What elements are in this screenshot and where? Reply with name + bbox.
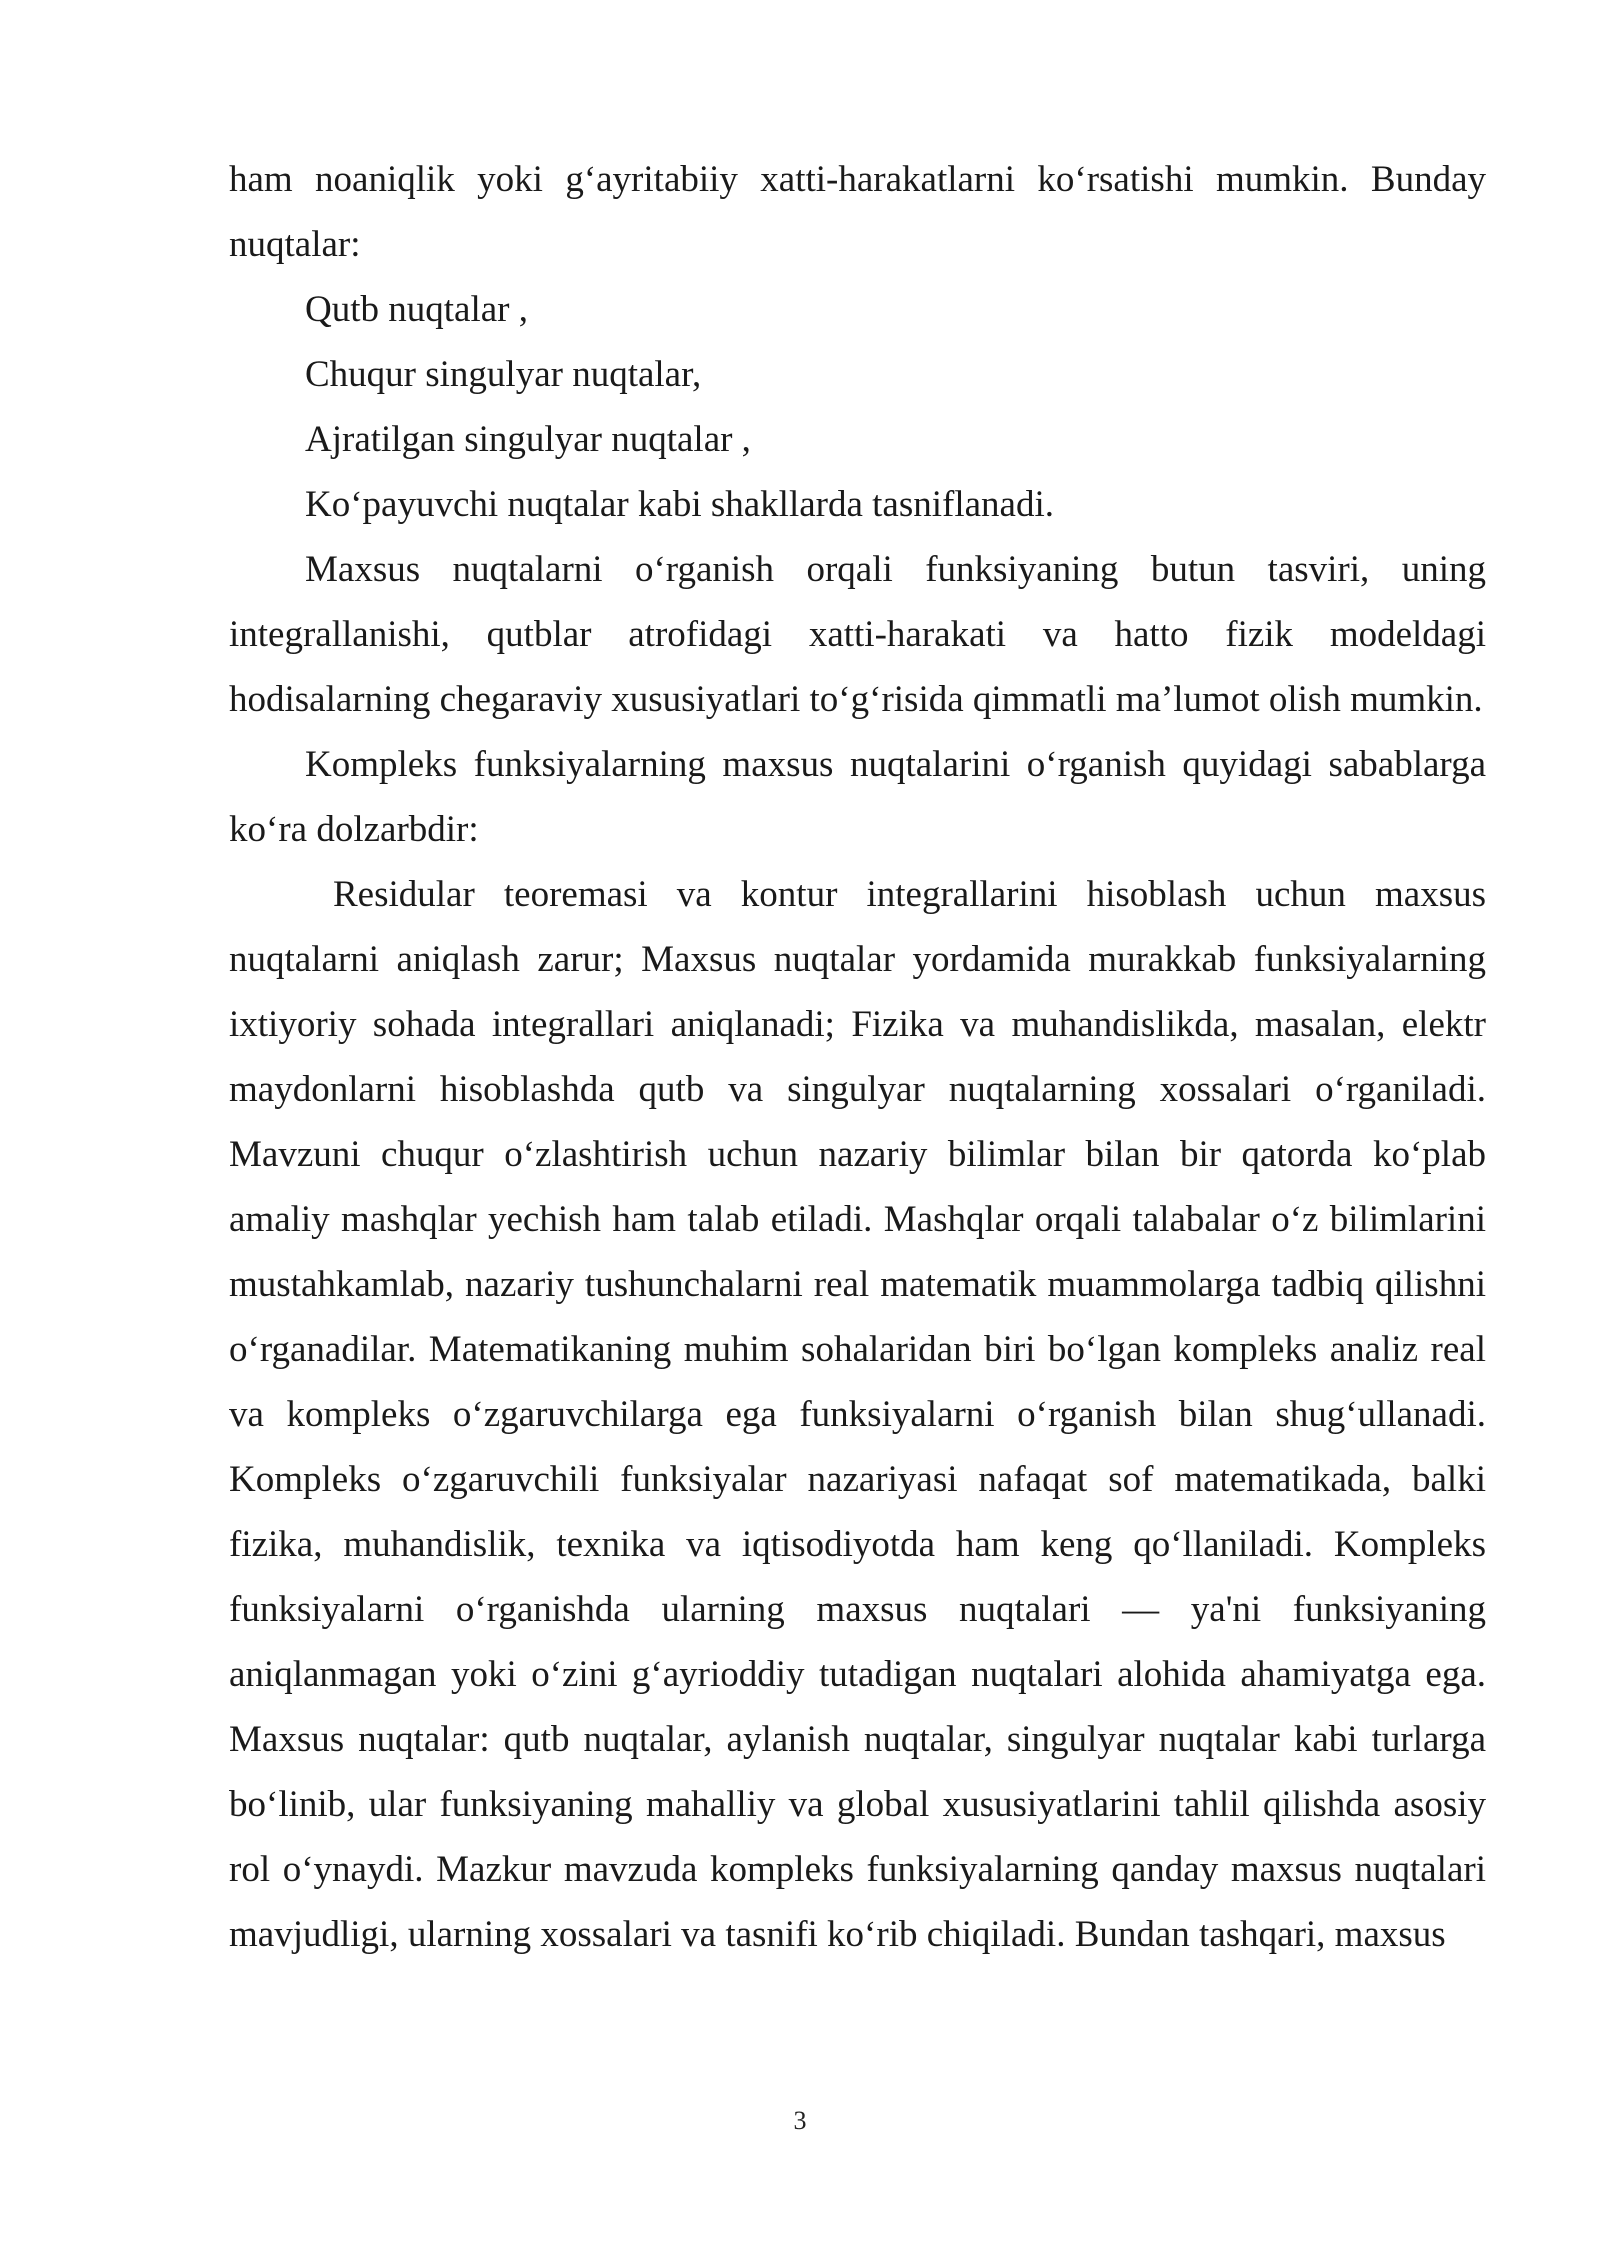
list-item: Ajratilgan singulyar nuqtalar ,	[305, 419, 751, 460]
list-item: Ko‘payuvchi nuqtalar kabi shakllarda tasniflanadi.	[305, 484, 1054, 525]
list-item: Qutb nuqtalar ,	[305, 289, 528, 330]
paragraph-relevance: Kompleks funksiyalarning maxsus nuqtalarini o‘rganish quyidagi sabablarga ko‘ra dolzarbdir:	[229, 744, 1486, 850]
list-item: Chuqur singulyar nuqtalar,	[305, 354, 702, 395]
paragraph-study-benefits: Maxsus nuqtalarni o‘rganish orqali funksiyaning butun tasviri, uning integrallanishi, qutblar atrofidagi xatti-harakati va hatto fizik modeldagi hodisalarning chegaraviy xususiyatlari to‘g‘risida qimmatli ma’lumot olish mumkin.	[229, 549, 1486, 720]
intro-paragraph: ham noaniqlik yoki g‘ayritabiiy xatti-harakatlarni ko‘rsatishi mumkin. Bunday nuqtalar:	[229, 159, 1486, 265]
paragraph-main: Residular teoremasi va kontur integrallarini hisoblash uchun maxsus nuqtalarni aniqlash zarur; Maxsus nuqtalar yordamida murakkab funksiyalarning ixtiyoriy sohada integrallari aniqlanadi; Fizika va muhandislikda, masalan, elektr maydonlarni hisoblashda qutb va singulyar nuqtalarning xossalari o‘rganiladi. Mavzuni chuqur o‘zlashtirish uchun nazariy bilimlar bilan bir qatorda ko‘plab amaliy mashqlar yechish ham talab etiladi. Mashqlar orqali talabalar o‘z bilimlarini mustahkamlab, nazariy tushunchalarni real matematik muammolarga tadbiq qilishni o‘rganadilar. Matematikaning muhim sohalaridan biri bo‘lgan kompleks analiz real va kompleks o‘zgaruvchilarga ega funksiyalarni o‘rganish bilan shug‘ullanadi. Kompleks o‘zgaruvchili funksiyalar nazariyasi nafaqat sof matematikada, balki fizika, muhandislik, texnika va iqtisodiyotda ham keng qo‘llaniladi. Kompleks funksiyalarni o‘rganishda ularning maxsus nuqtalari — ya'ni funksiyaning aniqlanmagan yoki o‘zini g‘ayrioddiy tutadigan nuqtalari alohida ahamiyatga ega. Maxsus nuqtalar: qutb nuqtalar, aylanish nuqtalar, singulyar nuqtalar kabi turlarga bo‘linib, ular funksiyaning mahalliy va global xususiyatlarini tahlil qilishda asosiy rol o‘ynaydi. Mazkur mavzuda kompleks funksiyalarning qanday maxsus nuqtalari mavjudligi, ularning xossalari va tasnifi ko‘rib chiqiladi. Bundan tashqari, maxsus	[229, 874, 1486, 1955]
body-text	[229, 147, 1486, 1967]
page-number: 3	[793, 2106, 807, 2135]
